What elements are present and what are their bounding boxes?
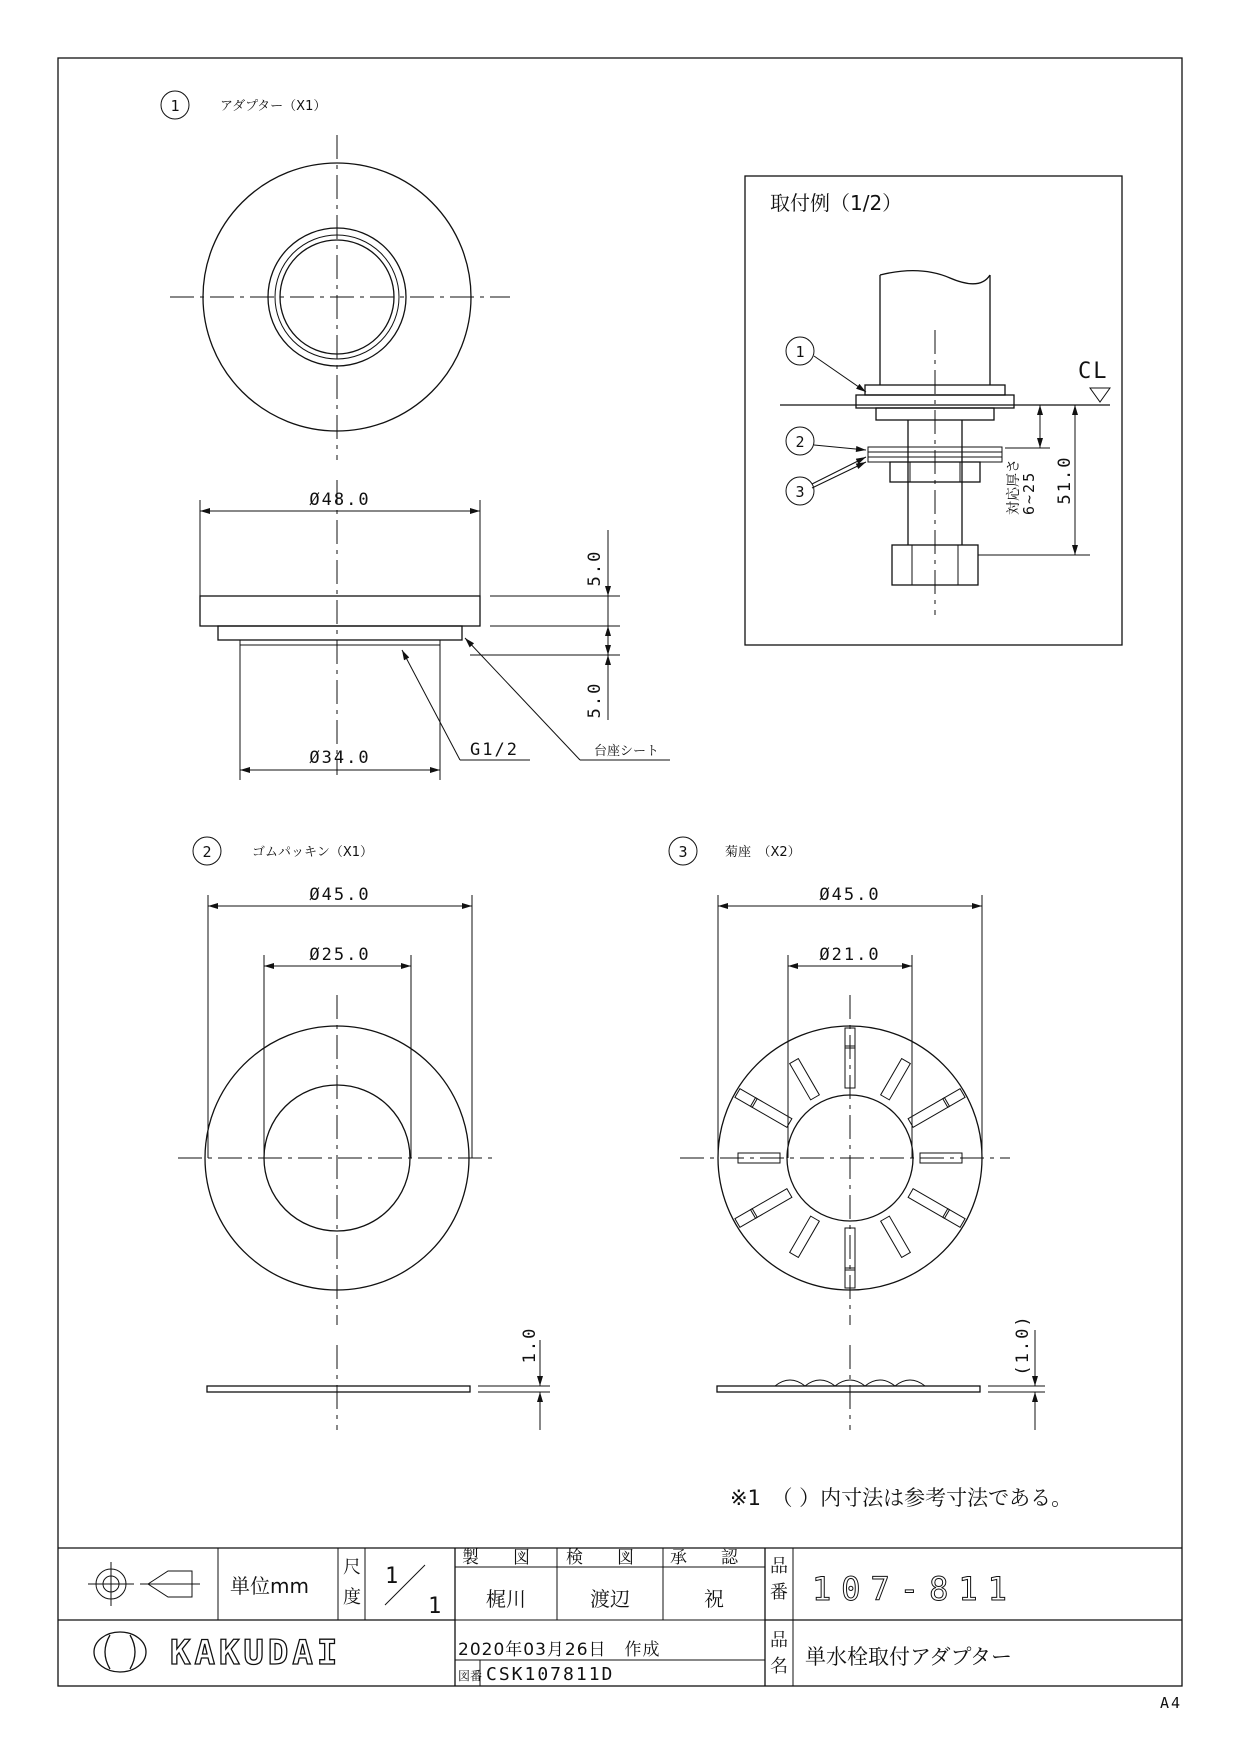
approve-label: 承 認 [670, 1548, 738, 1568]
washer-inner-tooth [881, 1059, 911, 1100]
dim-adapter-outer: Ø48.0 [309, 490, 371, 510]
scale-numerator: 1 [385, 1564, 401, 1589]
mounting-example [745, 176, 1122, 645]
made-by: 梶川 [486, 1587, 526, 1611]
washer-inner-tooth [751, 1189, 792, 1219]
washer-outer-tab [943, 1089, 965, 1108]
scale-label-2: 度 [343, 1587, 361, 1608]
dim-packing-outer: Ø45.0 [309, 885, 371, 905]
scale-denominator: 1 [428, 1594, 444, 1619]
washer-inner-tooth [751, 1098, 792, 1128]
created-date: 2020年03月26日 作成 [458, 1640, 661, 1660]
checked-by: 渡辺 [590, 1587, 630, 1611]
brand-name: KAKUDAI [170, 1633, 342, 1673]
callout-3: 3 [795, 483, 805, 501]
unit-label: 単位mm [230, 1574, 309, 1598]
part-3-number: 3 [678, 843, 688, 861]
label-sheet: 台座シート [594, 744, 660, 759]
part-name-label-2: 名 [770, 1656, 788, 1677]
dim-washer-inner: Ø21.0 [819, 945, 881, 965]
part-2-number: 2 [202, 843, 212, 861]
dim-packing-inner: Ø25.0 [309, 945, 371, 965]
part-3-name: 菊座 （X2） [725, 845, 801, 860]
part-no-label-1: 品 [770, 1556, 788, 1577]
callout-2: 2 [795, 433, 805, 451]
washer-outer-tab [735, 1089, 757, 1108]
part-1-adapter [161, 91, 670, 780]
example-frame [745, 176, 1122, 645]
adapter-side-view [200, 480, 670, 780]
label-cl: CL [1078, 359, 1109, 384]
reference-note: ※1 （ ）内寸法は参考寸法である。 [730, 1486, 1073, 1510]
sheet-border [58, 58, 1182, 1686]
callout-1: 1 [795, 343, 805, 361]
dim-washer-outer: Ø45.0 [819, 885, 881, 905]
dim-washer-thickness: (1.0) [1013, 1314, 1033, 1376]
paper-size: A4 [1159, 1694, 1182, 1712]
part-1-number: 1 [170, 97, 180, 115]
drawing-no: CSK107811D [486, 1664, 615, 1685]
check-label: 検 図 [566, 1548, 634, 1568]
dim-adapter-inner: Ø34.0 [309, 748, 371, 768]
washer-inner-tooth [881, 1216, 911, 1257]
washer-outer-tab [943, 1209, 965, 1228]
part-1-name: アダプター（X1） [220, 99, 327, 114]
projection-symbol [88, 1562, 200, 1606]
label-thickness: 対応厚さ [1006, 459, 1022, 515]
part-3-washer [669, 837, 1045, 1430]
dim-total-length: 51.0 [1055, 455, 1075, 505]
label-thread: G1/2 [470, 740, 519, 760]
washer-outer-tab [735, 1209, 757, 1228]
brand-logo [94, 1632, 341, 1673]
label-thickness-range: 6~25 [1020, 470, 1038, 515]
part-name-label-1: 品 [770, 1630, 788, 1651]
washer-inner-tooth [908, 1098, 949, 1128]
adapter-plan-view [170, 135, 510, 460]
dim-flange-height: 5.0 [585, 549, 605, 587]
made-label: 製 図 [462, 1548, 530, 1568]
washer-inner-tooth [790, 1216, 820, 1257]
part-no: 107-811 [812, 1570, 1017, 1608]
washer-inner-tooth [790, 1059, 820, 1100]
part-name: 単水栓取付アダプター [805, 1645, 1013, 1669]
part-2-name: ゴムパッキン（X1） [252, 845, 374, 860]
approved-by: 祝 [704, 1587, 724, 1611]
title-block [58, 1548, 1182, 1686]
dim-step-height: 5.0 [585, 681, 605, 719]
part-no-label-2: 番 [770, 1582, 788, 1603]
dim-packing-thickness: 1.0 [520, 1326, 540, 1364]
example-title: 取付例（1/2） [770, 191, 903, 215]
drawing-no-label: 図番 [458, 1669, 483, 1683]
scale-label-1: 尺 [343, 1557, 361, 1578]
washer-inner-tooth [908, 1189, 949, 1219]
part-2-packing [178, 837, 550, 1430]
